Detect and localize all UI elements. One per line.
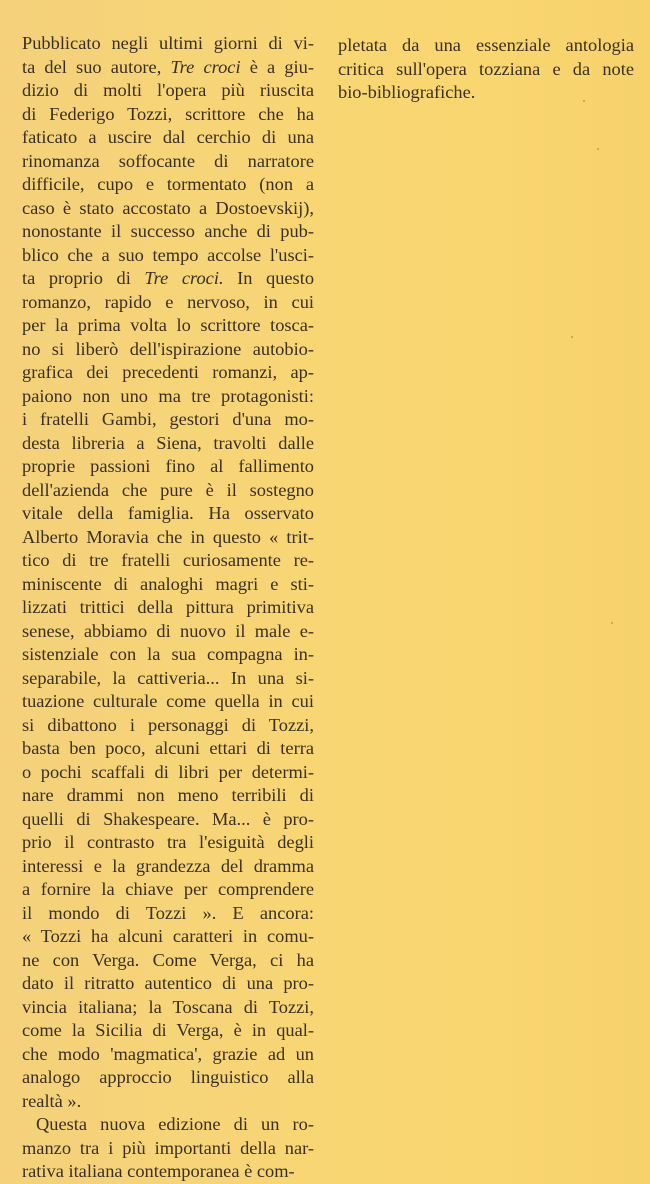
- book-title-italic: Tre croci.: [144, 268, 224, 288]
- book-title-italic: Tre croci: [170, 56, 241, 77]
- text-line: [22, 949, 314, 973]
- text-run: manzo tra i più importanti della nar-: [22, 1137, 314, 1158]
- text-run: ta proprio di: [22, 268, 145, 288]
- text-run: prio il contrasto tra l'esiguità degli: [22, 832, 314, 852]
- text-line: [22, 808, 314, 832]
- text-line: [22, 432, 314, 456]
- text-run: tico di tre fratelli curiosamente re-: [22, 550, 314, 570]
- text-line: [22, 549, 314, 573]
- text-run: faticato a uscire dal cerchio di una: [22, 127, 314, 147]
- text-run: blico che a suo tempo accolse l'usci-: [22, 244, 314, 265]
- text-run: sistenziale con la sua compagna in-: [22, 644, 314, 664]
- text-line: [22, 126, 314, 150]
- text-run: che modo 'magmatica', grazie ad un: [22, 1043, 314, 1064]
- text-run: romanzo, rapido e nervoso, in cui: [22, 291, 314, 312]
- text-run: dell'azienda che pure è il sostegno: [22, 479, 314, 500]
- text-run: « Tozzi ha alcuni caratteri in comu-: [22, 926, 314, 946]
- text-line: [22, 761, 314, 785]
- text-line: [22, 32, 314, 56]
- text-run: difficile, cupo e tormentato (non a: [22, 174, 314, 194]
- text-run: tuazione culturale come quella in cui: [22, 691, 314, 711]
- text-run: Pubblicato negli ultimi giorni di vi-: [22, 33, 314, 53]
- text-line: [22, 56, 314, 80]
- text-run: rativa italiana contemporanea è com-: [22, 1161, 295, 1181]
- text-run: basta ben poco, alcuni ettari di terra: [22, 738, 314, 758]
- text-line: [22, 526, 314, 550]
- text-line: [22, 1113, 314, 1137]
- text-run: dizio di molti l'opera più riuscita: [22, 80, 314, 100]
- text-run: critica sull'opera tozziana e da note: [338, 58, 634, 79]
- text-line: [22, 173, 314, 197]
- text-line: [22, 667, 314, 691]
- text-run: i fratelli Gambi, gestori d'una mo-: [22, 409, 314, 429]
- text-line: [22, 1043, 314, 1067]
- text-run: analogo approccio linguistico alla: [22, 1067, 314, 1087]
- text-line: [22, 620, 314, 644]
- text-line: [22, 385, 314, 409]
- text-line: [22, 1019, 314, 1043]
- text-line: [22, 502, 314, 526]
- text-run: nonostante il successo anche di pub-: [22, 221, 314, 241]
- text-run: rinomanza soffocante di narratore: [22, 150, 314, 171]
- text-line: [22, 573, 314, 597]
- text-run: vincia italiana; la Toscana di Tozzi,: [22, 996, 314, 1017]
- text-run: dato il ritratto autentico di una pro-: [22, 973, 314, 993]
- text-line: [22, 925, 314, 949]
- text-run: bio-bibliografiche.: [338, 82, 476, 102]
- text-line: [22, 150, 314, 174]
- text-run: desta libreria a Siena, travolti dalle: [22, 432, 314, 453]
- paper-speck: [597, 148, 599, 150]
- text-run: vitale della famiglia. Ha osservato: [22, 503, 314, 523]
- text-line: [22, 291, 314, 315]
- text-line: [22, 643, 314, 667]
- text-run: quelli di Shakespeare. Ma... è pro-: [22, 808, 314, 829]
- text-line: [22, 972, 314, 996]
- paper-speck: [583, 100, 585, 102]
- paper-speck: [611, 622, 613, 624]
- text-line: [22, 1137, 314, 1161]
- text-run: è a giu-: [240, 56, 314, 77]
- text-line: [22, 855, 314, 879]
- text-run: pletata da una essenziale antologia: [338, 35, 634, 55]
- text-line: [22, 784, 314, 808]
- text-run: no si liberò dell'ispirazione autobio-: [22, 338, 314, 359]
- text-run: senese, abbiamo di nuovo il male e-: [22, 620, 314, 641]
- text-line: [22, 878, 314, 902]
- text-run: a fornire la chiave per comprendere: [22, 879, 314, 899]
- text-line: [22, 408, 314, 432]
- text-run: caso è stato accostato a Dostoevskij),: [22, 197, 314, 218]
- text-run: di Federigo Tozzi, scrittore che ha: [22, 103, 314, 124]
- text-line: [22, 338, 314, 362]
- text-run: come la Sicilia di Verga, è in qual-: [22, 1020, 314, 1040]
- text-line: [22, 996, 314, 1020]
- text-run: nare drammi non meno terribili di: [22, 785, 314, 805]
- text-line: [22, 455, 314, 479]
- text-run: ta del suo autore,: [22, 56, 171, 77]
- text-line: [22, 902, 314, 926]
- text-line: [22, 737, 314, 761]
- text-line: [22, 197, 314, 221]
- text-run: realtà ».: [22, 1090, 82, 1111]
- text-line: [22, 831, 314, 855]
- right-text-column: [338, 34, 634, 105]
- text-run: interessi e la grandezza del dramma: [22, 855, 314, 876]
- text-line: [22, 596, 314, 620]
- paper-speck: [571, 336, 573, 338]
- text-line: [22, 1090, 314, 1114]
- text-run: lizzati trittici della pittura primitiva: [22, 597, 314, 617]
- text-line: [338, 34, 634, 58]
- text-line: [22, 1066, 314, 1090]
- text-run: Questa nuova edizione di un ro-: [36, 1114, 314, 1134]
- text-line: [22, 79, 314, 103]
- text-run: ne con Verga. Come Verga, ci ha: [22, 949, 314, 970]
- text-run: separabile, la cattiveria... In una si-: [22, 667, 314, 688]
- text-line: [22, 1160, 314, 1184]
- text-line: [22, 479, 314, 503]
- text-run: Alberto Moravia che in questo « trit-: [22, 526, 314, 547]
- text-run: o pochi scaffali di libri per determi-: [22, 761, 314, 782]
- text-run: miniscente di analoghi magri e sti-: [22, 573, 314, 594]
- text-run: il mondo di Tozzi ». E ancora:: [22, 902, 314, 923]
- text-line: [338, 81, 634, 105]
- text-run: paiono non uno ma tre protagonisti:: [22, 385, 314, 406]
- text-line: [22, 714, 314, 738]
- text-line: [22, 220, 314, 244]
- text-line: [22, 244, 314, 268]
- text-line: [22, 690, 314, 714]
- text-run: proprie passioni fino al fallimento: [22, 456, 314, 476]
- left-text-column: [22, 32, 314, 1184]
- text-line: [22, 267, 314, 291]
- text-line: [338, 58, 634, 82]
- text-run: si dibattono i personaggi di Tozzi,: [22, 714, 314, 735]
- text-line: [22, 361, 314, 385]
- text-line: [22, 314, 314, 338]
- text-run: per la prima volta lo scrittore tosca-: [22, 315, 314, 335]
- text-run: grafica dei precedenti romanzi, ap-: [22, 362, 314, 382]
- text-line: [22, 103, 314, 127]
- text-run: In questo: [223, 268, 315, 288]
